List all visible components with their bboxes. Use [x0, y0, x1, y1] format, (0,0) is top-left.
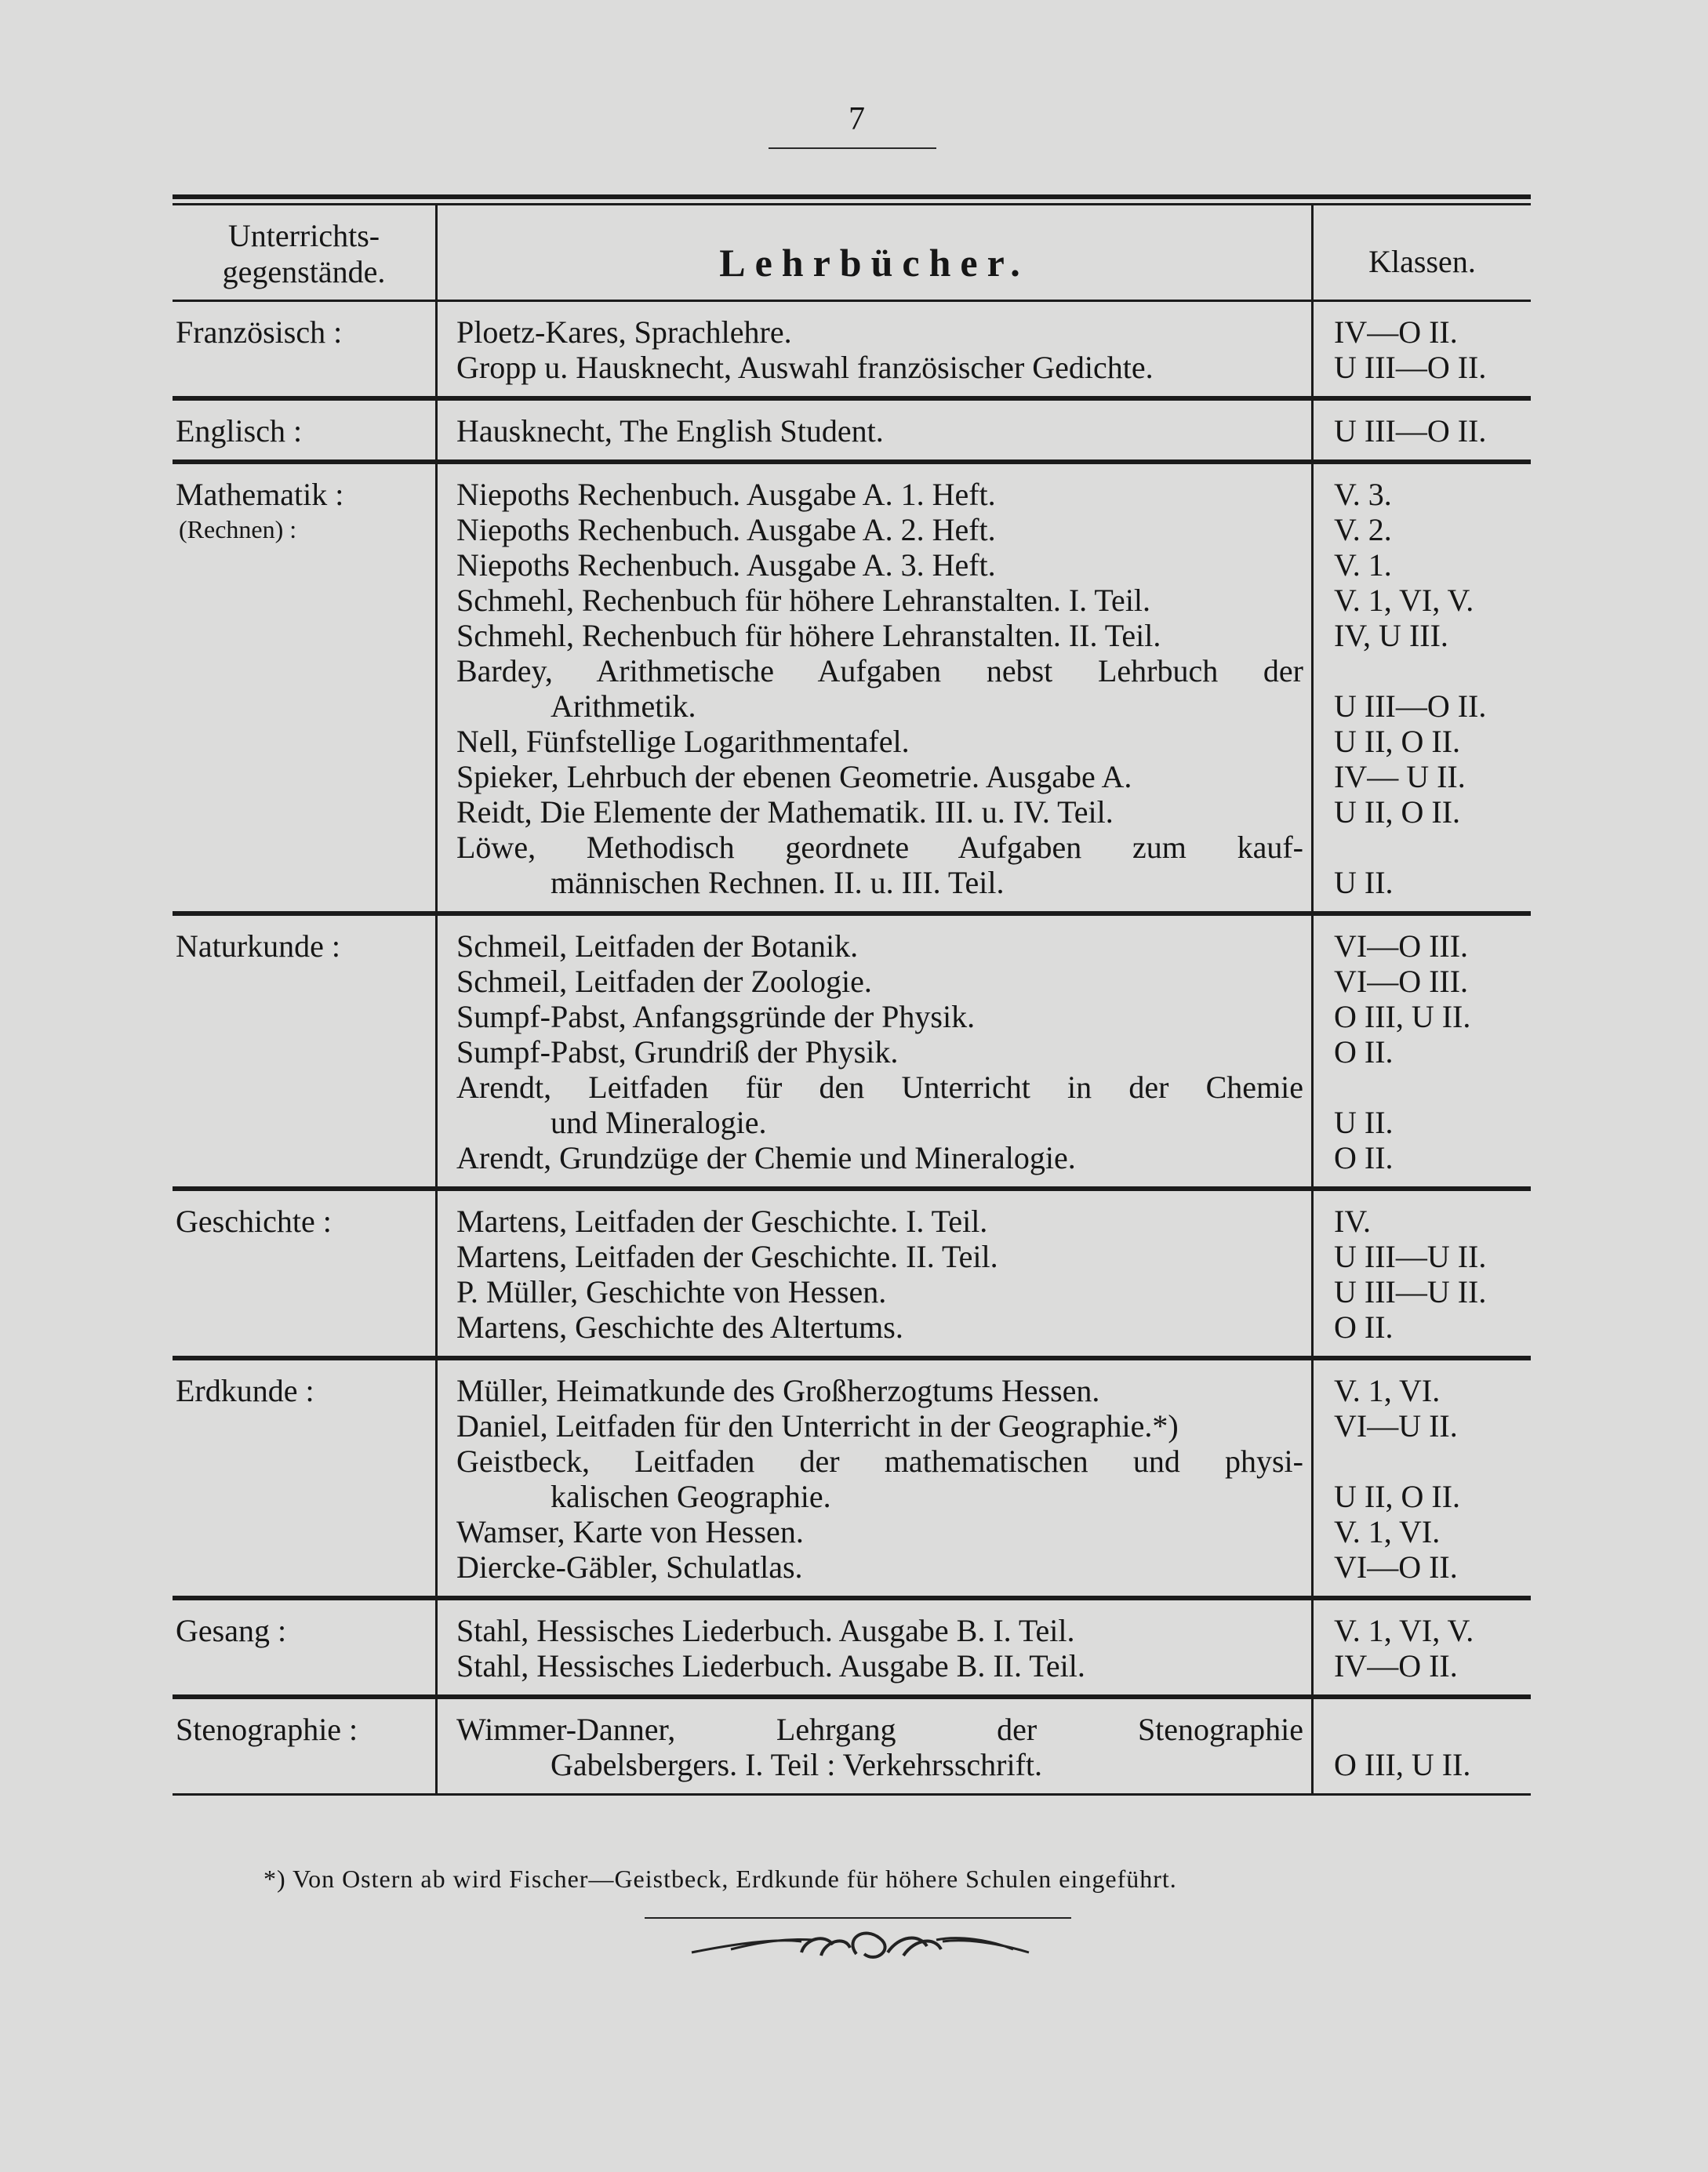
book-title: Stahl, Hessisches Liederbuch. Ausgabe B. I. Teil.: [456, 1613, 1075, 1648]
book-title: Diercke-Gäbler, Schulatlas.: [456, 1549, 803, 1585]
book-title: Schmehl, Rechenbuch für höhere Lehranstalten. I. Teil.: [456, 583, 1151, 618]
header-books: Lehrbücher.: [438, 205, 1314, 300]
table-section: [173, 302, 1531, 396]
ornament-icon: [645, 1915, 1071, 1987]
class-range: O III, U II.: [1334, 999, 1471, 1034]
subject-subtitle: (Rechnen) :: [179, 515, 297, 543]
book-title: Müller, Heimatkunde des Großherzogtums Hessen.: [456, 1373, 1100, 1408]
textbook-table: [173, 194, 1531, 1796]
header-subject-line-2: gegenstände.: [222, 254, 386, 289]
footnote: *) Von Ostern ab wird Fischer—Geistbeck, Erdkunde für höhere Schulen eingeführt.: [263, 1865, 1177, 1893]
page-number: 7: [849, 101, 865, 137]
table-header-row: [173, 205, 1531, 302]
class-range: U III—U II.: [1334, 1239, 1487, 1274]
book-title: Sumpf-Pabst, Grundriß der Physik.: [456, 1034, 899, 1070]
class-range: U II.: [1334, 1105, 1394, 1140]
table-bottom-rule: [173, 1793, 1531, 1796]
book-title: Martens, Leitfaden der Geschichte. I. Teil.: [456, 1204, 988, 1239]
books-cell: [438, 302, 1314, 396]
classes-cell: [1314, 1699, 1531, 1793]
book-title: Nell, Fünfstellige Logarithmentafel.: [456, 724, 910, 759]
subject-name: Stenographie :: [176, 1712, 358, 1747]
class-range: O II.: [1334, 1034, 1394, 1070]
subject-name: Geschichte :: [176, 1204, 332, 1239]
book-title: Bardey, Arithmetische Aufgaben nebst Lehrbuch der: [456, 653, 1303, 688]
book-title: Niepoths Rechenbuch. Ausgabe A. 1. Heft.: [456, 477, 996, 512]
classes-cell: [1314, 1600, 1531, 1694]
book-title: Martens, Geschichte des Altertums.: [456, 1309, 903, 1345]
subject-cell: [173, 1600, 438, 1694]
subject-cell: [173, 1191, 438, 1356]
class-range: U III—O II.: [1334, 688, 1487, 724]
classes-cell: [1314, 302, 1531, 396]
book-title-continuation: Gabelsbergers. I. Teil : Verkehrsschrift.: [551, 1747, 1043, 1782]
class-range: VI—O III.: [1334, 964, 1469, 999]
book-title: Geistbeck, Leitfaden der mathematischen und physi-: [456, 1444, 1303, 1479]
subject-name: Französisch :: [176, 314, 343, 350]
class-range: VI—U II.: [1334, 1408, 1458, 1444]
books-cell: [438, 1360, 1314, 1596]
class-range: IV— U II.: [1334, 759, 1466, 794]
class-range: V. 1, VI.: [1334, 1514, 1441, 1549]
subject-name: Erdkunde :: [176, 1373, 314, 1408]
class-range: U III—O II.: [1334, 413, 1487, 449]
class-range: U II, O II.: [1334, 1479, 1461, 1514]
book-title: Spieker, Lehrbuch der ebenen Geometrie. Ausgabe A.: [456, 759, 1132, 794]
class-range: U III—U II.: [1334, 1274, 1487, 1309]
book-title: Niepoths Rechenbuch. Ausgabe A. 2. Heft.: [456, 512, 996, 547]
class-range: V. 3.: [1334, 477, 1392, 512]
subject-cell: [173, 916, 438, 1186]
class-range: IV—O II.: [1334, 1648, 1458, 1683]
table-section: [173, 911, 1531, 1186]
books-cell: [438, 1699, 1314, 1793]
classes-cell: [1314, 1191, 1531, 1356]
table-section: [173, 1596, 1531, 1694]
subject-cell: [173, 464, 438, 911]
table-top-rule: [173, 194, 1531, 205]
class-range: IV.: [1334, 1204, 1372, 1239]
class-range: U III—O II.: [1334, 350, 1487, 385]
class-range: V. 1, VI, V.: [1334, 1613, 1474, 1648]
subject-name: Mathematik :: [176, 477, 344, 512]
header-classes: Klassen.: [1368, 244, 1476, 279]
subject-cell: [173, 1699, 438, 1793]
subject-cell: [173, 1360, 438, 1596]
class-range: VI—O III.: [1334, 928, 1469, 964]
classes-cell: [1314, 401, 1531, 459]
book-title: Löwe, Methodisch geordnete Aufgaben zum kauf-: [456, 830, 1303, 865]
books-cell: [438, 916, 1314, 1186]
subject-name: Naturkunde :: [176, 928, 340, 964]
class-range: IV—O II.: [1334, 314, 1458, 350]
page-number-rule: [769, 147, 936, 149]
table-section: [173, 1356, 1531, 1596]
book-title: Gropp u. Hausknecht, Auswahl französischer Gedichte.: [456, 350, 1154, 385]
book-title-continuation: kalischen Geographie.: [551, 1479, 831, 1514]
book-title: Arendt, Leitfaden für den Unterricht in der Chemie: [456, 1070, 1303, 1105]
table-body: [173, 302, 1531, 1793]
class-range: V. 1, VI, V.: [1334, 583, 1474, 618]
book-title: Martens, Leitfaden der Geschichte. II. Teil.: [456, 1239, 998, 1274]
class-range: IV, U III.: [1334, 618, 1448, 653]
classes-cell: [1314, 916, 1531, 1186]
book-title: Daniel, Leitfaden für den Unterricht in der Geographie.*): [456, 1408, 1179, 1444]
book-title: Schmeil, Leitfaden der Botanik.: [456, 928, 859, 964]
subject-name: Gesang :: [176, 1613, 287, 1648]
class-range: V. 1, VI.: [1334, 1373, 1441, 1408]
book-title: Stahl, Hessisches Liederbuch. Ausgabe B. II. Teil.: [456, 1648, 1085, 1683]
subject-cell: [173, 302, 438, 396]
class-range: U II, O II.: [1334, 724, 1461, 759]
header-subject: [173, 205, 438, 300]
class-range: O II.: [1334, 1309, 1394, 1345]
book-title: Niepoths Rechenbuch. Ausgabe A. 3. Heft.: [456, 547, 996, 583]
book-title: P. Müller, Geschichte von Hessen.: [456, 1274, 887, 1309]
books-cell: [438, 1191, 1314, 1356]
book-title: Wimmer-Danner, Lehrgang der Stenographie: [456, 1712, 1303, 1747]
book-title: Schmeil, Leitfaden der Zoologie.: [456, 964, 872, 999]
classes-cell: [1314, 464, 1531, 911]
class-range: U II.: [1334, 865, 1394, 900]
book-title: Arendt, Grundzüge der Chemie und Mineralogie.: [456, 1140, 1076, 1175]
book-title: Schmehl, Rechenbuch für höhere Lehranstalten. II. Teil.: [456, 618, 1161, 653]
book-title: Ploetz-Kares, Sprachlehre.: [456, 314, 792, 350]
book-title-continuation: und Mineralogie.: [551, 1105, 767, 1140]
header-subject-line-1: Unterrichts-: [227, 218, 380, 253]
class-range: V. 2.: [1334, 512, 1392, 547]
book-title-continuation: männischen Rechnen. II. u. III. Teil.: [551, 865, 1005, 900]
table-section: [173, 459, 1531, 911]
class-range: O II.: [1334, 1140, 1394, 1175]
class-range: U II, O II.: [1334, 794, 1461, 830]
classes-cell: [1314, 1360, 1531, 1596]
table-section: [173, 1694, 1531, 1793]
subject-name: Englisch :: [176, 413, 303, 449]
table-section: [173, 396, 1531, 459]
subject-cell: [173, 401, 438, 459]
book-title: Hausknecht, The English Student.: [456, 413, 884, 449]
table-section: [173, 1186, 1531, 1356]
book-title: Wamser, Karte von Hessen.: [456, 1514, 804, 1549]
class-range: O III, U II.: [1334, 1747, 1471, 1782]
class-range: VI—O II.: [1334, 1549, 1458, 1585]
book-title: Reidt, Die Elemente der Mathematik. III. u. IV. Teil.: [456, 794, 1114, 830]
book-title: Sumpf-Pabst, Anfangsgründe der Physik.: [456, 999, 976, 1034]
class-range: V. 1.: [1334, 547, 1392, 583]
books-cell: [438, 1600, 1314, 1694]
books-cell: [438, 401, 1314, 459]
books-cell: [438, 464, 1314, 911]
book-title-continuation: Arithmetik.: [551, 688, 696, 724]
